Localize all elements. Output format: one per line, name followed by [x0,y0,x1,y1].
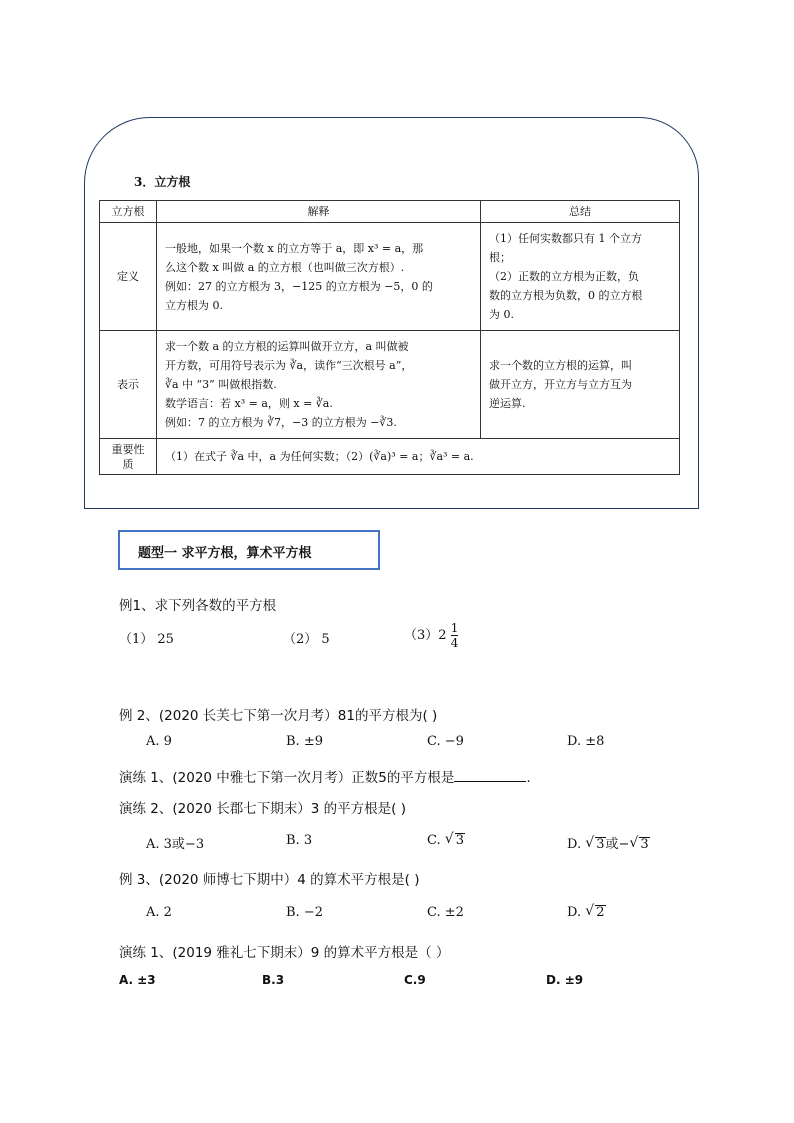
question-item: （2） 5 [283,632,330,647]
fraction-numerator: 1 [450,621,459,635]
option-connector: 或− [605,837,630,852]
section-title: 3．立方根 [134,175,191,189]
row-label [100,439,157,475]
row-label: 定义 [100,223,157,331]
row-label-line: 重要性 [111,442,145,456]
cell-line: 数的立方根为负数，0 的立方根 [489,289,643,302]
stem-text: 演练 1、(2020 中雅七下第一次月考）正数5的平方根是 [119,770,455,786]
sqrt: √ 3 [639,837,649,852]
stem-end: . [526,770,531,786]
fraction [451,621,459,650]
table-header: 总结 [481,201,680,223]
question-stem [119,766,531,786]
cube-root-table [99,200,680,475]
question-stem: 演练 2、(2020 长郡七下期末）3 的平方根是( ) [119,801,406,817]
answer-blank[interactable] [454,769,526,782]
sqrt: √ 3 [455,833,465,848]
row-label-line: 质 [122,457,134,471]
cell-line: 求一个数的立方根的运算，叫 [489,359,632,372]
sqrt: √ 3 [595,837,605,852]
option[interactable]: A. 3或−3 [146,837,205,852]
option[interactable]: A. 9 [146,734,172,749]
cell-line: 立方根为 0. [165,298,223,312]
cell-line: 一般地，如果一个数 x 的立方等于 a，即 x³ = a，那 [165,241,424,255]
cell-line: 例如：7 的立方根为 ∛7，−3 的立方根为 −∛3. [165,416,397,429]
cell-line: 求一个数 a 的立方根的运算叫做开立方，a 叫做被 [165,340,409,353]
notation-cell [157,331,481,439]
cell-line: 为 0. [489,308,514,321]
fraction-denominator: 4 [450,636,459,650]
summary-cell [481,331,680,439]
option[interactable] [427,833,465,848]
option-letter: C. [427,833,445,848]
option[interactable] [567,833,650,852]
topic-box [118,530,380,570]
table-header: 解释 [157,201,481,223]
property-cell: （1）在式子 ∛a 中，a 为任何实数；（2）(∛a)³ = a；∛a³ = a. [157,439,680,475]
question-item [404,621,458,650]
option-letter: D. [567,905,586,920]
option[interactable]: D. ±8 [567,734,605,749]
row-label: 表示 [100,331,157,439]
option[interactable]: C.9 [404,973,426,987]
topic-title: 题型一 求平方根，算术平方根 [138,546,312,561]
question-stem: 例 3、(2020 师博七下期中）4 的算术平方根是( ) [119,872,420,888]
sqrt: √ 2 [595,905,605,920]
item-prefix: （3）2 [404,628,447,643]
option[interactable]: D. ±9 [546,973,584,987]
question-stem: 例 2、(2020 长芙七下第一次月考）81的平方根为( ) [119,708,438,724]
summary-cell [481,223,680,331]
cell-line: 根； [489,251,511,264]
cell-line: （1）任何实数都只有 1 个立方 [489,232,642,245]
cell-line: 逆运算. [489,397,526,410]
table-header: 立方根 [100,201,157,223]
option[interactable]: B. 3 [286,833,313,848]
cell-line: 开方数，可用符号表示为 ∛a，读作“三次根号 a”， [165,359,413,372]
question-item: （1） 25 [119,632,174,647]
cell-line: 做开立方，开立方与立方互为 [489,378,632,391]
option[interactable] [567,905,606,920]
option[interactable]: B. −2 [286,905,323,920]
cell-line: （2）正数的立方根为正数，负 [489,270,639,283]
option[interactable]: A. 2 [146,905,172,920]
option[interactable]: C. −9 [427,734,464,749]
cell-line: 数学语言：若 x³ = a，则 x = ∛a. [165,397,333,410]
definition-cell [157,223,481,331]
question-stem: 演练 1、(2019 雅礼七下期末）9 的算术平方根是（ ） [119,945,450,961]
cell-line: ∛a 中 “3” 叫做根指数. [165,378,277,391]
cell-line: 例如：27 的立方根为 3，−125 的立方根为 −5，0 的 [165,279,433,293]
option[interactable]: B.3 [262,973,285,987]
cell-line: 么这个数 x 叫做 a 的立方根（也叫做三次方根）. [165,260,405,274]
question-stem: 例1、求下列各数的平方根 [119,598,277,614]
option[interactable]: C. ±2 [427,905,464,920]
option-letter: D. [567,837,586,852]
option[interactable]: B. ±9 [286,734,323,749]
option[interactable]: A. ±3 [119,973,156,987]
